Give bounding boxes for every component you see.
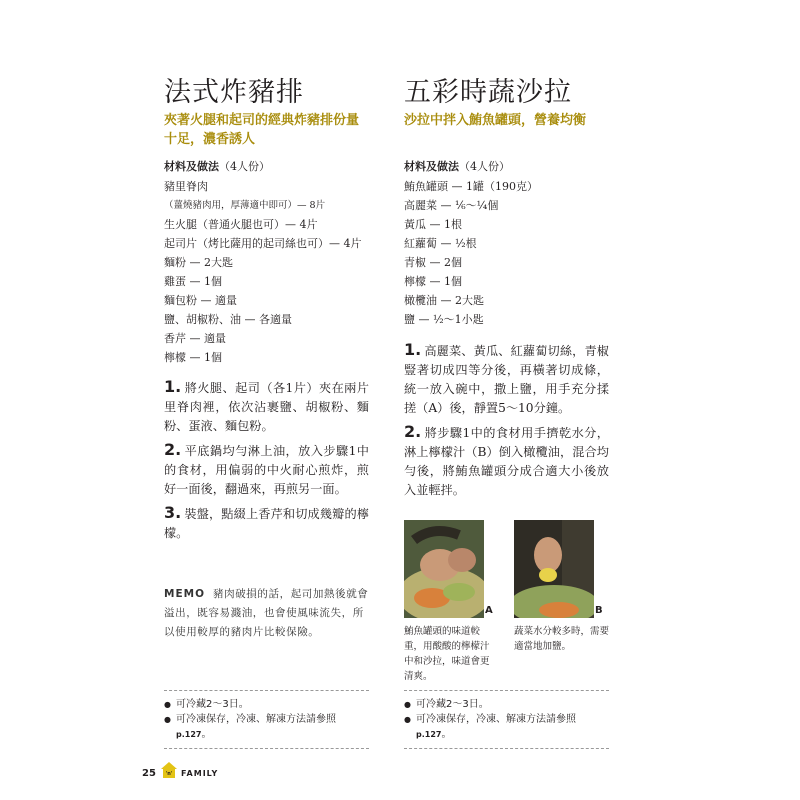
ingredient-item: 生火腿（普通火腿也可）— 4片 xyxy=(164,218,318,231)
step-number: 1. xyxy=(164,377,182,396)
ingredient-item: 紅蘿蔔 — ½根 xyxy=(404,237,477,250)
ingredient-list xyxy=(164,177,362,367)
note-end: 。 xyxy=(441,729,452,740)
note-item xyxy=(164,712,369,742)
step-text: 將步驟1中的食材用手擠乾水分，淋上檸檬汁（B）倒入橄欖油，混合均勻後，將鮪魚罐頭分成合適大小後放入並輕拌。 xyxy=(404,426,609,497)
divider xyxy=(164,748,369,749)
servings: （4人份） xyxy=(219,160,270,173)
step-item xyxy=(164,440,369,499)
memo-box xyxy=(164,585,369,642)
recipe-subtitle: 沙拉中拌入鮪魚罐頭，營養均衡 xyxy=(404,113,587,128)
notes-list xyxy=(164,697,369,742)
step-item xyxy=(404,340,609,418)
step-number: 3. xyxy=(164,503,182,522)
step-item xyxy=(164,503,369,543)
caption-a: 鮪魚罐頭的味道較重，用酸酸的檸檬汁中和沙拉，味道會更清爽。 xyxy=(404,626,490,682)
step-list xyxy=(404,340,609,504)
page-number: 25 xyxy=(142,768,156,779)
memo-label: MEMO xyxy=(164,588,205,600)
divider xyxy=(164,690,369,691)
step-item xyxy=(164,377,369,436)
servings: （4人份） xyxy=(459,160,510,173)
notes-list xyxy=(404,697,609,742)
ingredient-item: （薑燒豬肉用，厚薄適中即可）— 8片 xyxy=(164,200,326,211)
materials-heading xyxy=(404,158,510,174)
brand-name: FAMILY xyxy=(181,769,219,778)
house-logo-icon xyxy=(160,761,178,779)
note-item: ● 可冷藏2～3日。 xyxy=(164,697,369,712)
materials-heading xyxy=(164,158,270,174)
divider xyxy=(404,690,609,691)
note-end: 。 xyxy=(201,729,212,740)
ingredient-item: 鮪魚罐頭 — 1罐（190克） xyxy=(404,180,538,193)
step-number: 1. xyxy=(404,340,422,359)
step-list xyxy=(164,377,369,547)
recipe-subtitle: 夾著火腿和起司的經典炸豬排份量十足，濃香誘人 xyxy=(164,113,360,147)
caption-b: 蔬菜水分較多時，需要適當地加鹽。 xyxy=(514,626,610,652)
note-item xyxy=(404,712,609,742)
page-reference: p.127 xyxy=(176,730,202,739)
storage-notes xyxy=(404,690,609,749)
logo-mark: 'n' xyxy=(165,771,173,777)
recipe-title: 五彩時蔬沙拉 xyxy=(404,77,572,108)
ingredient-item: 豬里脊肉 xyxy=(164,180,208,193)
hands-vegetables-illustration xyxy=(404,520,484,618)
ingredient-item: 麵包粉 — 適量 xyxy=(164,294,237,307)
step-text: 將火腿、起司（各1片）夾在兩片里脊肉裡，依次沾裹鹽、胡椒粉、麵粉、蛋液、麵包粉。 xyxy=(164,381,369,433)
photo-squeeze-lemon xyxy=(514,520,594,618)
photo-label-a: A xyxy=(485,605,493,616)
materials-label: 材料及做法 xyxy=(164,160,219,173)
step-text: 裝盤，點綴上香芹和切成幾瓣的檸檬。 xyxy=(164,507,369,540)
ingredient-item: 麵粉 — 2大匙 xyxy=(164,256,233,269)
photo-squeeze-vegetables xyxy=(404,520,484,618)
step-text: 高麗菜、黃瓜、紅蘿蔔切絲，青椒豎著切成四等分後，再橫著切成條，統一放入碗中，撒上鹽，用手充分揉搓（A）後，靜置5～10分鐘。 xyxy=(404,344,609,415)
ingredient-item: 鹽 — ½～1小匙 xyxy=(404,313,484,326)
ingredient-item: 青椒 — 2個 xyxy=(404,256,462,269)
note-text: 可冷凍保存，冷凍、解凍方法請參照 xyxy=(176,714,336,725)
step-number: 2. xyxy=(404,422,422,441)
ingredient-item: 香芹 — 適量 xyxy=(164,332,226,345)
ingredient-item: 橄欖油 — 2大匙 xyxy=(404,294,484,307)
divider xyxy=(404,748,609,749)
ingredient-item: 雞蛋 — 1個 xyxy=(164,275,222,288)
ingredient-item: 鹽、胡椒粉、油 — 各適量 xyxy=(164,313,292,326)
memo-text: 豬肉破損的話，起司加熱後就會溢出，既容易濺油，也會使風味流失，所以使用較厚的豬肉片比較保險。 xyxy=(164,588,369,638)
step-number: 2. xyxy=(164,440,182,459)
ingredient-item: 黃瓜 — 1根 xyxy=(404,218,462,231)
ingredient-list xyxy=(404,177,538,329)
materials-label: 材料及做法 xyxy=(404,160,459,173)
step-item xyxy=(404,422,609,500)
ingredient-item: 高麗菜 — ⅙～¼個 xyxy=(404,199,499,212)
page-reference: p.127 xyxy=(416,730,442,739)
lemon-squeeze-illustration xyxy=(514,520,594,618)
step-text: 平底鍋均勻淋上油，放入步驟1中的食材，用偏弱的中火耐心煎炸，煎好一面後，翻過來，再煎另一面。 xyxy=(164,444,369,496)
note-text: 可冷凍保存，冷凍、解凍方法請參照 xyxy=(416,714,576,725)
storage-notes xyxy=(164,690,369,749)
note-item: ● 可冷藏2～3日。 xyxy=(404,697,609,712)
ingredient-item: 檸檬 — 1個 xyxy=(404,275,462,288)
ingredient-item: 檸檬 — 1個 xyxy=(164,351,222,364)
photo-label-b: B xyxy=(595,605,603,616)
ingredient-item: 起司片（烤比薩用的起司絲也可）— 4片 xyxy=(164,237,362,250)
recipe-title: 法式炸豬排 xyxy=(164,77,304,108)
